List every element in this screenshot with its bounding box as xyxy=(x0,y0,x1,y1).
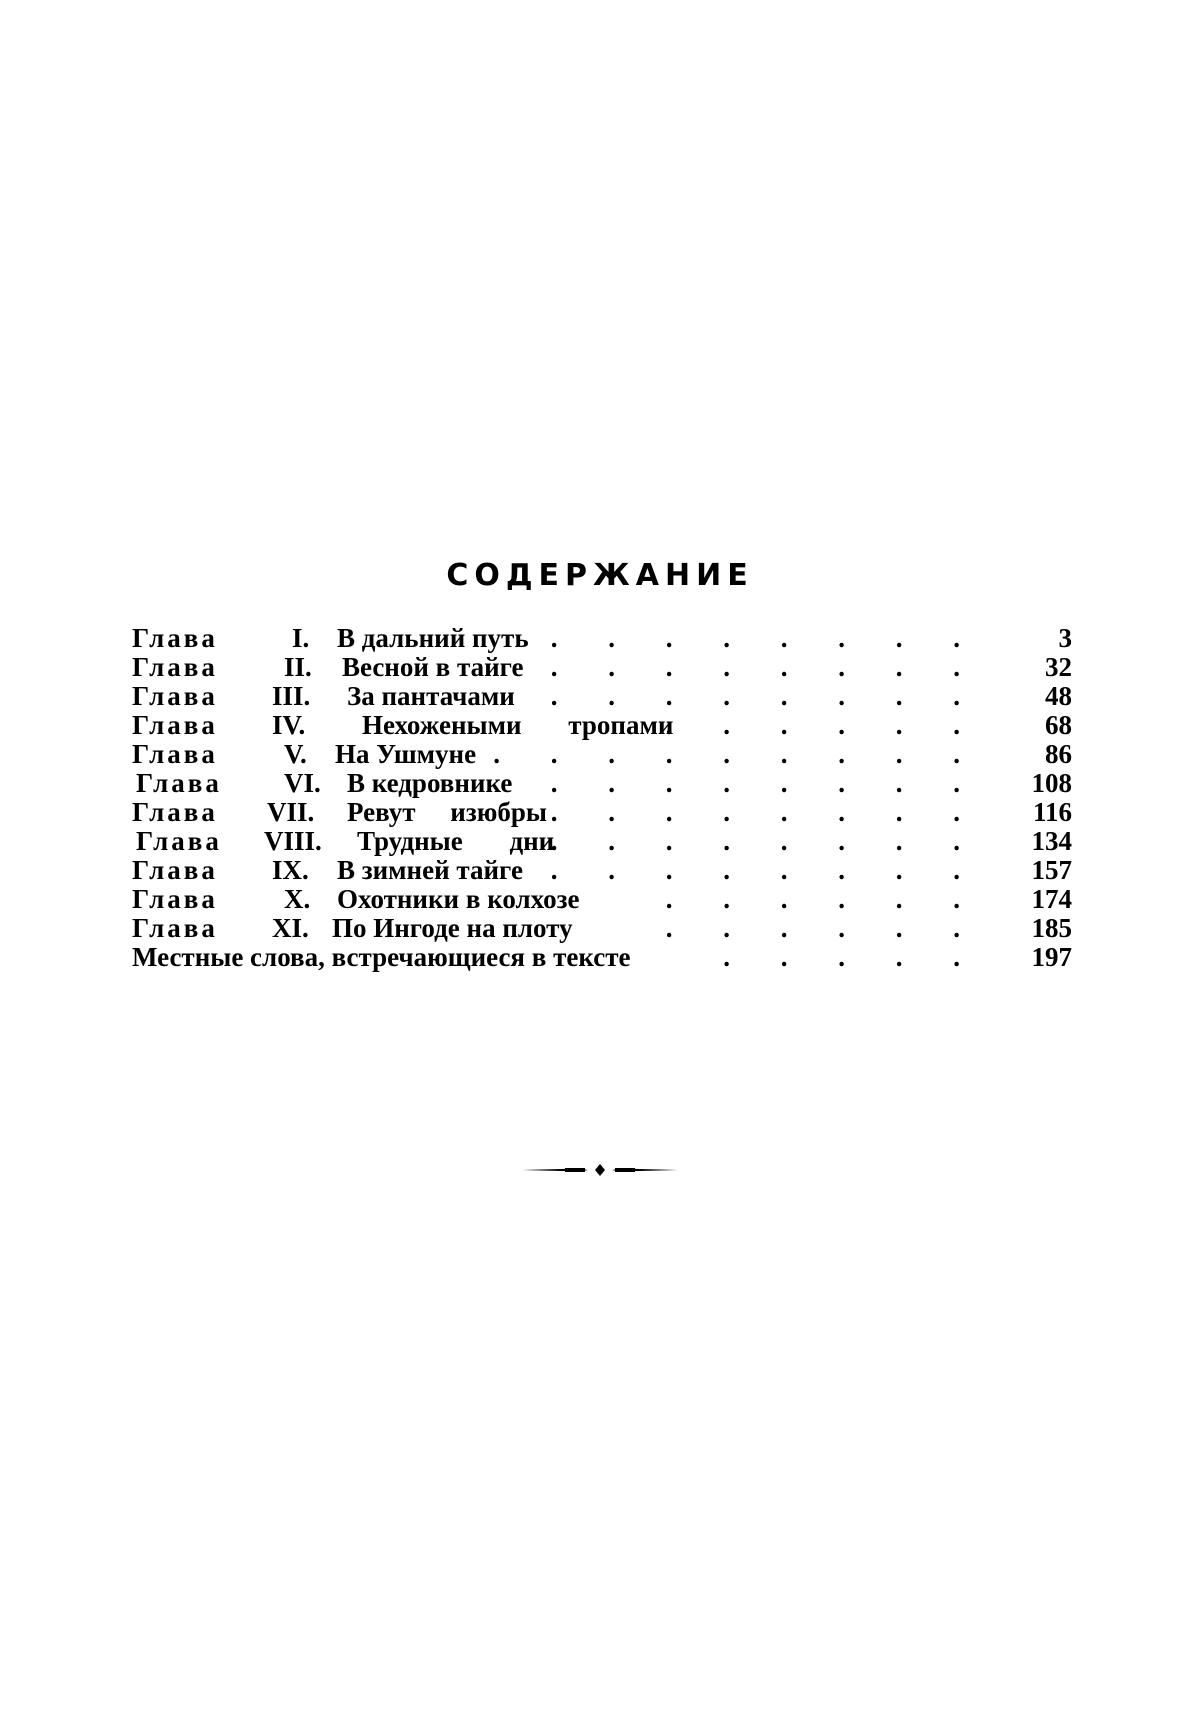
toc-entry xyxy=(132,827,1072,856)
toc-entry-title: Весной в тайге xyxy=(342,652,524,682)
toc-entry xyxy=(132,769,1072,798)
toc-entry-number: VIII. xyxy=(264,826,322,856)
toc-entry xyxy=(132,711,1072,740)
toc-entry-label: Глава xyxy=(132,739,218,769)
toc-list xyxy=(132,624,1072,972)
toc-entry-label: Глава xyxy=(132,884,218,914)
toc-entry-dots: . . . . . . . . xyxy=(550,797,982,827)
toc-entry xyxy=(132,624,1072,653)
toc-entry xyxy=(132,885,1072,914)
toc-entry-dots: . . . . . . xyxy=(665,913,982,943)
toc-entry-number: II. xyxy=(284,652,312,682)
toc-entry-number: IX. xyxy=(272,855,309,885)
toc-entry-glossary xyxy=(132,943,1072,972)
toc-entry-label: Глава xyxy=(132,681,218,711)
toc-entry-title: За пантачами xyxy=(347,681,515,711)
toc-entry-dots: . . . . . . xyxy=(665,884,982,914)
toc-entry-label: Глава xyxy=(132,623,218,653)
toc-entry-page: 48 xyxy=(1045,681,1072,711)
toc-entry-number: VI. xyxy=(284,768,321,798)
toc-entry-page: 3 xyxy=(1058,623,1072,653)
toc-entry-title: Нехожеными тропами xyxy=(362,710,674,740)
toc-entry-number: V. xyxy=(284,739,307,769)
toc-entry xyxy=(132,653,1072,682)
ornament-divider-icon xyxy=(520,1160,680,1180)
toc-entry-page: 32 xyxy=(1045,652,1072,682)
toc-entry-page: 108 xyxy=(1031,768,1072,798)
toc-entry-label: Глава xyxy=(132,797,218,827)
toc-entry-number: III. xyxy=(272,681,311,711)
toc-entry-title: В дальний путь xyxy=(337,623,529,653)
toc-entry xyxy=(132,740,1072,769)
toc-entry-dots: . . . . . . . . xyxy=(550,826,982,856)
toc-entry-number: X. xyxy=(284,884,311,914)
toc-entry-dots: . . . . . xyxy=(723,942,982,972)
toc-entry-label: Глава xyxy=(132,913,218,943)
toc-entry xyxy=(132,856,1072,885)
toc-entry-page: 157 xyxy=(1031,855,1072,885)
toc-entry-page: 197 xyxy=(1031,942,1072,972)
toc-entry-number: VII. xyxy=(267,797,315,827)
toc-entry-dots: . . . . . . . . xyxy=(550,855,982,885)
toc-entry-dots: . . . . . . . . xyxy=(550,623,982,653)
toc-glossary-title: Местные слова, встречающиеся в тексте xyxy=(132,942,631,972)
toc-entry-title: По Ингоде на плоту xyxy=(332,913,573,943)
toc-heading: СОДЕРЖАНИЕ xyxy=(446,558,754,593)
toc-entry-page: 86 xyxy=(1045,739,1072,769)
toc-entry-label: Глава xyxy=(132,652,218,682)
toc-entry-title: На Ушмуне xyxy=(335,739,477,769)
toc-entry-page: 174 xyxy=(1031,884,1072,914)
toc-entry-title: В кедровнике xyxy=(347,768,513,798)
toc-entry-page: 134 xyxy=(1031,826,1072,856)
toc-entry-page: 68 xyxy=(1045,710,1072,740)
toc-entry-title: Охотники в колхозе xyxy=(337,884,580,914)
toc-entry-label: Глава xyxy=(132,855,218,885)
toc-entry-title: Ревут изюбры xyxy=(347,797,547,827)
toc-entry-number: XI. xyxy=(272,913,309,943)
toc-entry xyxy=(132,682,1072,711)
toc-entry-label: Глава xyxy=(136,826,222,856)
toc-entry-number: I. xyxy=(292,623,310,653)
toc-entry xyxy=(132,914,1072,943)
toc-entry-dots: . . . . . . . . xyxy=(550,768,982,798)
toc-entry-number: IV. xyxy=(272,710,306,740)
toc-entry-label: Глава xyxy=(132,710,218,740)
toc-entry-dots: . . . . . . . . xyxy=(550,681,982,711)
toc-entry-title: В зимней тайге xyxy=(337,855,523,885)
toc-entry-dots: . . . . . . xyxy=(665,710,982,740)
toc-entry-page: 116 xyxy=(1032,797,1072,827)
toc-entry-page: 185 xyxy=(1031,913,1072,943)
toc-entry-dots: . . . . . . . . xyxy=(550,652,982,682)
toc-entry xyxy=(132,798,1072,827)
toc-entry-dots: . . . . . . . . . xyxy=(493,739,982,769)
toc-entry-title: Трудные дни xyxy=(357,826,555,856)
toc-entry-label: Глава xyxy=(136,768,222,798)
